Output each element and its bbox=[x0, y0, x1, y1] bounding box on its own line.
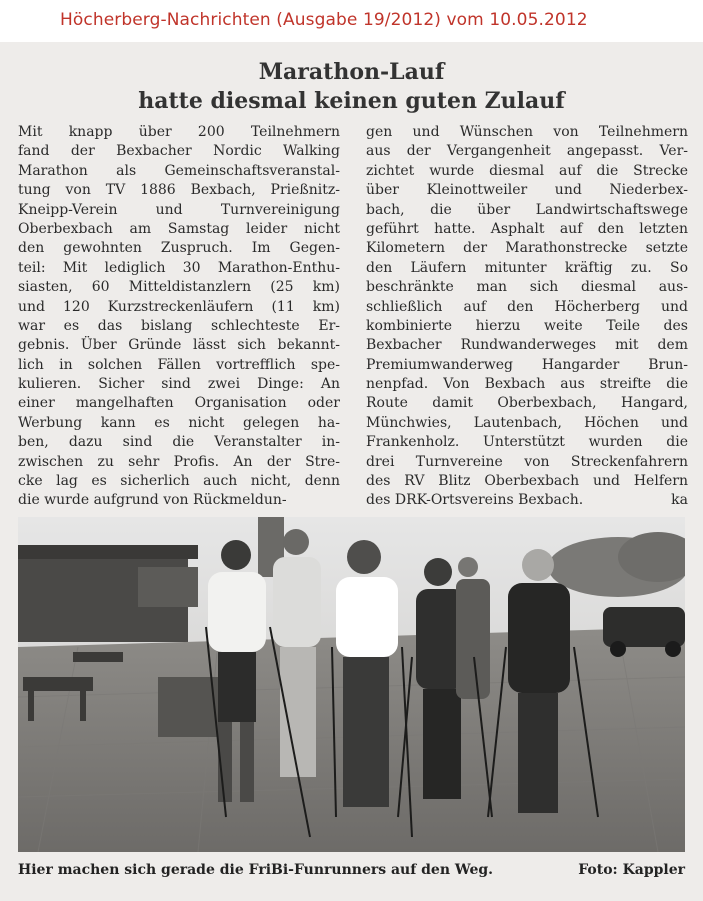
article-column-left bbox=[18, 123, 340, 511]
photo-caption-row bbox=[18, 862, 685, 878]
header-bar bbox=[0, 0, 703, 42]
article-line: kombinierte hierzu weite Teile des bbox=[366, 317, 688, 334]
article-line: des RV Blitz Oberbexbach und Helfern bbox=[366, 473, 688, 490]
article-line: über Kleinottweiler und Niederbex- bbox=[366, 182, 688, 199]
article-line: nenpfad. Von Bexbach aus streifte die bbox=[366, 376, 688, 393]
article-line: tung von TV 1886 Bexbach, Prießnitz- bbox=[18, 182, 340, 199]
article-line: cke lag es sicherlich auch nicht, denn bbox=[18, 473, 340, 490]
photo-credit: Foto: Kappler bbox=[578, 862, 685, 878]
article-line: den Läufern mitunter kräftig zu. So bbox=[366, 259, 688, 276]
article-line: Münchwies, Lautenbach, Höchen und bbox=[366, 414, 688, 431]
article-line: die wurde aufgrund von Rückmeldun- bbox=[18, 492, 287, 509]
article-line: teil: Mit lediglich 30 Marathon-Enthu- bbox=[18, 259, 340, 276]
article-line: gebnis. Über Gründe lässt sich bekannt- bbox=[18, 337, 340, 354]
photo-caption: Hier machen sich gerade die FriBi-Funrunners auf den Weg. bbox=[18, 862, 494, 878]
article-line: Mit knapp über 200 Teilnehmern bbox=[18, 124, 340, 140]
article-line: Bexbacher Rundwanderweges mit dem bbox=[366, 337, 688, 354]
photo-illustration bbox=[18, 517, 685, 852]
article-title bbox=[0, 58, 703, 116]
title-line-2: hatte diesmal keinen guten Zulauf bbox=[138, 88, 565, 114]
publication-header: Höcherberg-Nachrichten (Ausgabe 19/2012) vom 10.05.2012 bbox=[60, 10, 588, 30]
article-line: des DRK-Ortsvereins Bexbach. ka bbox=[366, 491, 688, 510]
article-column-right bbox=[366, 123, 688, 511]
article-line: bach, die über Landwirtschaftswege bbox=[366, 201, 688, 218]
article-line: beschränkte man sich diesmal aus- bbox=[366, 279, 688, 296]
article-line: lich in solchen Fällen vortrefflich spe- bbox=[18, 356, 340, 373]
title-line-1: Marathon-Lauf bbox=[258, 59, 445, 85]
article-line: Werbung kann es nicht gelegen ha- bbox=[18, 414, 340, 431]
article-line: zwischen zu sehr Profis. An der Stre- bbox=[18, 453, 340, 470]
article-line: war es das bislang schlechteste Er- bbox=[18, 317, 340, 334]
article-line: Kneipp-Verein und Turnvereinigung bbox=[18, 201, 340, 218]
article-line: Premiumwanderweg Hangarder Brun- bbox=[366, 356, 688, 373]
article-line: schließlich auf den Höcherberg und bbox=[366, 298, 688, 315]
article-line: siasten, 60 Mitteldistanzlern (25 km) bbox=[18, 279, 340, 296]
article-line: geführt hatte. Asphalt auf den letzten bbox=[366, 220, 688, 237]
article-line: drei Turnvereine von Streckenfahrern bbox=[366, 453, 688, 470]
article-line: und 120 Kurzstreckenläufern (11 km) bbox=[18, 298, 340, 315]
article-line: Marathon als Gemeinschaftsveranstal- bbox=[18, 162, 340, 179]
article-line: Route damit Oberbexbach, Hangard, bbox=[366, 395, 688, 412]
article-line: fand der Bexbacher Nordic Walking bbox=[18, 143, 340, 160]
article-photo bbox=[18, 517, 685, 852]
author-signature: ka bbox=[671, 492, 688, 509]
article-line: ben, dazu sind die Veranstalter in- bbox=[18, 434, 340, 451]
article-line: gen und Wünschen von Teilnehmern bbox=[366, 124, 688, 140]
article-line: Frankenholz. Unterstützt wurden die bbox=[366, 434, 688, 451]
article-line: den gewohnten Zuspruch. Im Gegen- bbox=[18, 240, 340, 257]
article-line: zichtet wurde diesmal auf die Strecke bbox=[366, 162, 688, 179]
article-line: Oberbexbach am Samstag leider nicht bbox=[18, 220, 340, 237]
article-line: aus der Vergangenheit angepasst. Ver- bbox=[366, 143, 688, 160]
article-line: kulieren. Sicher sind zwei Dinge: An bbox=[18, 376, 340, 393]
article-line: einer mangelhaften Organisation oder bbox=[18, 395, 340, 412]
article-line: Kilometern der Marathonstrecke setzte bbox=[366, 240, 688, 257]
